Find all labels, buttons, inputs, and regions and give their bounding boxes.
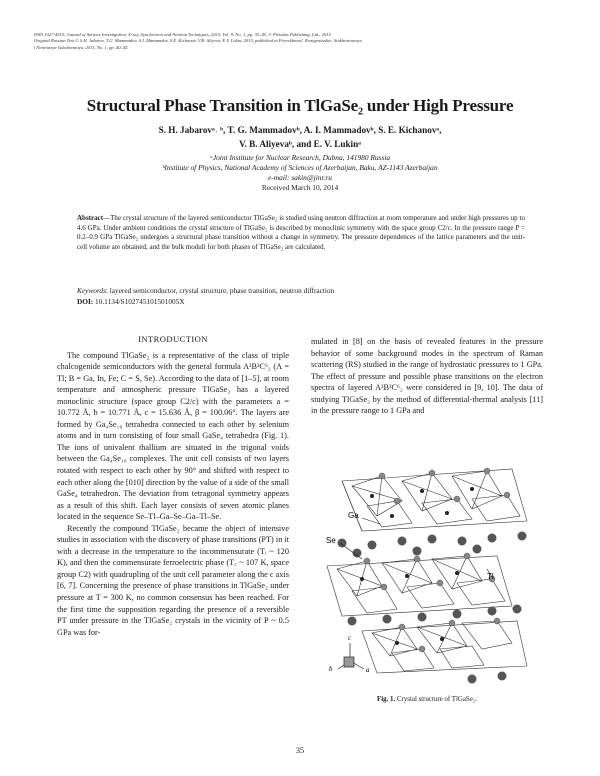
doi-text: 10.1134/S102745101501005X xyxy=(93,296,185,306)
se-atom xyxy=(364,558,370,564)
received-date: Received March 10, 2014 xyxy=(261,183,339,192)
upper-tetrahedra xyxy=(352,471,520,527)
lower-tetrahedra xyxy=(372,621,512,671)
page-number: 35 xyxy=(295,746,305,755)
tl-atom xyxy=(338,539,347,548)
abstract xyxy=(77,214,525,252)
se-atom xyxy=(437,580,443,586)
ga-atom xyxy=(440,637,444,641)
se-atom xyxy=(414,556,420,562)
tl-atom xyxy=(513,605,522,614)
ga-atom xyxy=(455,571,459,575)
tl-atom xyxy=(468,675,477,684)
right-column xyxy=(311,336,543,417)
tl-atom xyxy=(428,535,437,544)
middle-tetrahedra xyxy=(337,556,505,613)
paragraph: The compound TlGaSe₂ is a representative of the class of triple chalcogenide semiconductors with the general formula A³B³C⁶₂ (A = Tl; B = Ga, In, Fe; C = S, Se). According to the data of [1–5], at room temperature and atmospheric pressure TlGaSe₂ has a layered monoclinic structure (space group C2/c) with the parameters a = 10.772 Å, b = 10.771 Å, c = 15.636 Å, β = 100.06°. The layers are formed by Ga₄Se₁₀ tetrahedra connected to each other by selenium atoms and in turn consisting of four small GaSe₄ tetrahedra (Fig. 1). The ions of univalent thallium are situated in the trigonal voids between the Ga₄Se₁₀ complexes. The unit cell consists of two layers rotated with respect to each other by 90° and shifted with respect to each other along the [010] direction by the value of a side of the small GaSe₄ tetrahedron. The deviation from tetragonal symmetry appears as a result of this shift. Each layer consists of seven atomic planes located in the sequence Se–Tl–Ga–Se–Ga–Tl–Se. xyxy=(57,350,289,522)
running-header xyxy=(34,32,574,51)
crystal-structure-figure xyxy=(322,461,532,686)
se-atom xyxy=(429,470,435,476)
tl-atom xyxy=(453,610,462,619)
tl-atom xyxy=(413,547,422,556)
keywords-label: Keywords xyxy=(77,286,106,295)
authors-line-1: S. H. Jabarovᵃ˒ ᵇ, T. G. Mammadovᵇ, A. I. Mammadovᵇ, S. E. Kichanovᵃ, xyxy=(158,125,442,135)
label-tl: Tl xyxy=(487,572,494,581)
se-atom xyxy=(419,646,425,652)
crystal-structure-drawing xyxy=(322,461,532,686)
se-atom xyxy=(484,468,490,474)
ga-atom xyxy=(390,514,394,518)
ga-atom xyxy=(360,577,364,581)
se-atom xyxy=(449,620,455,626)
caption-label: Fig. 1. xyxy=(377,696,396,703)
se-atom xyxy=(454,496,460,502)
ga-atom xyxy=(405,574,409,578)
caption-text: Crystal structure of TlGaSe₂. xyxy=(395,696,477,703)
label-se: Se xyxy=(326,536,336,545)
section-heading: INTRODUCTION xyxy=(138,334,208,344)
paper-title: Structural Phase Transition in TlGaSe₂ under High Pressure xyxy=(86,96,514,115)
se-atom xyxy=(394,498,400,504)
axis-b-label: b xyxy=(329,665,333,673)
tl-atom xyxy=(368,541,377,550)
paragraph: mulated in [8] on the basis of revealed features in the pressure behavior of some background modes in the spectrum of Raman scattering (RS) studied in the range of hydrostatic pressures to 1 GPa. The effect of pressure and possible phase transitions on the electron spectra of layered A³B³C⁶₂ were considered in [9, 10]. The data of studying TlGaSe₂ by the method of differential-thermal analysis [11] in the pressure range to 1 GPa and xyxy=(311,337,543,416)
header-line-3: i Neitronnye Issledovaniya, 2015, No. 1, pp. 40–45. xyxy=(34,44,129,50)
authors-line-2: V. B. Aliyevaᵇ, and E. V. Lukinᵃ xyxy=(239,138,361,149)
tl-atom xyxy=(458,537,467,546)
axis-c-label: c xyxy=(348,634,352,642)
se-atom xyxy=(381,584,387,590)
ga-atom xyxy=(470,487,474,491)
se-atom xyxy=(399,624,405,630)
abstract-text: —The crystal structure of the layered semiconductor TlGaSe₂ is studied using neutron diffraction at room temperature and under high pressures up to 4.6 GPa. Under ambient conditions the crystal structure of TlGaSe₂ is described by monoclinic symmetry with the space group C2/c. In the pressure range P = 0.2–0.9 GPa TlGaSe₂ undergoes a structural phase transition without a change in symmetry. The pressure dependences of the lattice parameters and the unit-cell volume are obtained, and the bulk moduli for both phases of TlGaSe₂ are calculated. xyxy=(77,214,525,251)
tl-atom xyxy=(383,615,392,624)
label-ga: Ga xyxy=(348,511,359,520)
ga-atom xyxy=(445,511,449,515)
ga-pointer xyxy=(362,518,380,524)
tl-atom xyxy=(398,537,407,546)
left-column xyxy=(57,334,289,638)
upper-layer-outline xyxy=(342,469,527,531)
tl-atom xyxy=(418,613,427,622)
se-atom xyxy=(494,618,500,624)
doi-label: DOI: xyxy=(77,296,94,306)
email: e-mail: sakin@jinr.ru xyxy=(268,173,332,182)
figure-caption xyxy=(311,696,543,703)
ga-atom xyxy=(370,494,374,498)
tl-atom xyxy=(518,532,527,541)
tl-atom xyxy=(488,607,497,616)
paragraph: Recently the compound TlGaSe₂ became the object of intensive studies in association with the discovery of phase transitions (PT) in it with a decrease in the temperature to the incommensurate (Tᵢ ~ 120 K), and then the commensurate ferroelectric phase (T꜀ ~ 107 K, space group C2) with quadrupling of the unit cell parameter along the c axis [6, 7]. Concerning the presence of phase transitions in TlGaSe₂ under pressure at T = 300 K, no common consensus has been reached. For the first time the supposition regarding the presence of a reversible PT under pressure in the TlGaSe₂ crystals in the vicinity of P ~ 0.5 GPa was for- xyxy=(57,523,289,637)
header-line-1: ISSN 1027-4510, Journal of Surface Investigation. X-ray, Synchrotron and Neutron Techniques, 2015, Vol. 9, No. 1, pp. 35–40. © Pleiades Publishing, Ltd., 2015. xyxy=(34,32,332,37)
keywords-block xyxy=(77,286,525,307)
middle-layer-outline xyxy=(327,556,512,616)
tl-atom xyxy=(348,617,357,626)
affiliation-a: ᵃJoint Institute for Nuclear Research, Dubna, 141980 Russia xyxy=(209,153,391,162)
tl-atom xyxy=(498,672,507,681)
header-line-2: Original Russian Text © S.H. Jabarov, T.G. Mammadov, A.I. Mammadov, S.E. Kichanov, V.B. Aliyeva, E.V. Lukin, 2015, published in Poverkhnost'. Rentgenovskie, Sinkhrotronnye xyxy=(34,38,362,44)
tl-atom xyxy=(473,545,482,554)
affiliation-b: ᵇInstitute of Physics, National Academy of Sciences of Azerbaijan, Baku, AZ-1143 Azerbaijan xyxy=(162,163,438,172)
se-atom xyxy=(464,553,470,559)
ga-atom xyxy=(420,489,424,493)
tl-atom xyxy=(488,534,497,543)
author-list xyxy=(60,124,540,151)
axis-a-label: a xyxy=(366,666,370,674)
se-atom xyxy=(379,473,385,479)
se-atom xyxy=(504,492,510,498)
affiliations xyxy=(60,153,540,193)
ga-atom xyxy=(395,641,399,645)
keywords-text: : layered semiconductor, crystal structure, phase transition, neutron diffraction xyxy=(105,286,335,295)
abstract-label: Abstract xyxy=(77,214,104,222)
